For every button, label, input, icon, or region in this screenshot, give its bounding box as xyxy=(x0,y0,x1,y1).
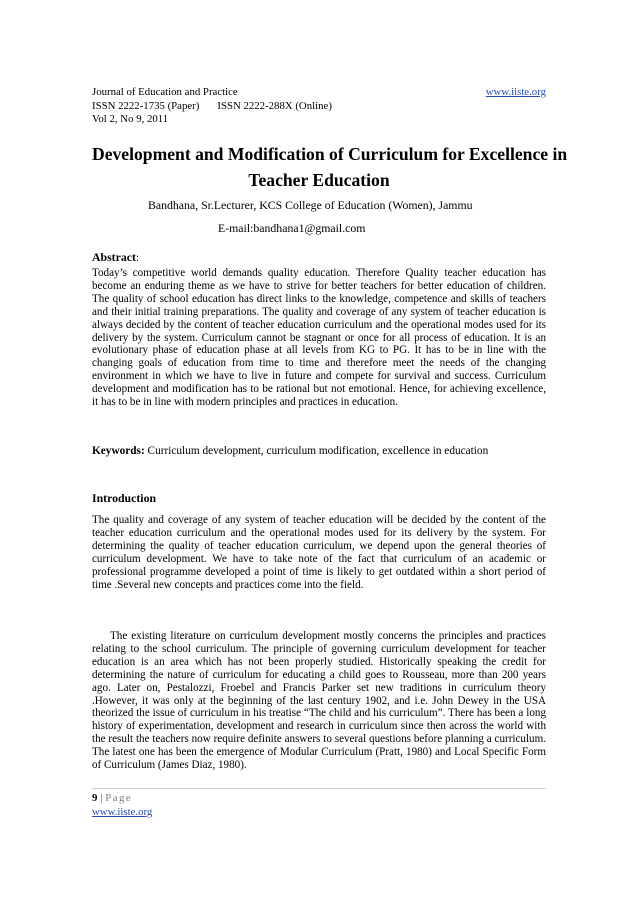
header-row-3 xyxy=(92,113,546,127)
title-line-2: Teacher Education xyxy=(248,170,390,190)
page-number: 9 xyxy=(92,792,98,804)
page-separator: | xyxy=(97,792,106,804)
abstract-heading-colon: : xyxy=(135,250,140,264)
journal-website-link[interactable]: www.iiste.org xyxy=(485,86,546,98)
footer-website-link[interactable]: www.iiste.org xyxy=(92,805,153,818)
keywords-label: Keywords: xyxy=(92,445,145,457)
issn-online: ISSN 2222-288X (Online) xyxy=(217,99,332,112)
keywords-text: Curriculum development, curriculum modification, excellence in education xyxy=(144,445,489,457)
keywords-line xyxy=(92,445,546,458)
footer-divider xyxy=(92,788,546,789)
title-line-1: Development and Modification of Curriculum for Excellence in xyxy=(92,144,568,164)
paper-title xyxy=(92,141,568,193)
page-label: Page xyxy=(105,792,133,804)
header-row-1 xyxy=(92,86,546,100)
introduction-paragraph-1: The quality and coverage of any system of teacher education will be decided by the content of the teacher education curriculum and the operational modes used for its delivery by the system. For determining the quality of teacher education curriculum, we depend upon the general theories of curriculum development. We have to take note of the fact that curriculum of an academic or professional programme developed a point of time is likely to get outdated within a short period of time .Several new concepts and practices come into the field. xyxy=(92,514,546,591)
author-email: E-mail:bandhana1@gmail.com xyxy=(218,221,366,235)
author-block xyxy=(92,199,546,235)
abstract-heading-text: Abstract xyxy=(92,250,136,264)
issn-paper: ISSN 2222-1735 (Paper) xyxy=(92,99,200,112)
running-header xyxy=(92,86,546,127)
page-footer xyxy=(92,792,546,819)
page-number-line xyxy=(92,792,546,806)
author-affiliation: Bandhana, Sr.Lecturer, KCS College of Education (Women), Jammu xyxy=(148,198,473,212)
abstract-text: Today’s competitive world demands quality education. Therefore Quality teacher education has become an enduring theme as we have to strive for better teachers for better education of children. The quality of school education has direct links to the knowledge, competence and skills of teachers and their initial training preparations. The quality and coverage of any system of teacher education is always decided by the content of teacher education curriculum and the operational modes used for its delivery by the system. Curriculum cannot be stagnant or once for all process of education. It is an evolutionary phase of education phase at all levels from KG to PG. It has to be in line with the changing goals of education from time to time and therefore meet the needs of the changing environment in which we have to live in future and compete for survival and success. Curriculum development and modification has to be rational but not emotional. Hence, for achieving excellence, it has to be in line with modern principles and practices in education. xyxy=(92,267,546,409)
introduction-heading: Introduction xyxy=(92,491,157,505)
volume-issue: Vol 2, No 9, 2011 xyxy=(92,113,169,126)
journal-name: Journal of Education and Practice xyxy=(92,86,238,98)
introduction-paragraph-2: The existing literature on curriculum development mostly concerns the principles and practices relating to the school curriculum. The principle of governing curriculum development for teacher education is an area which has not been properly studied. Historically speaking the credit for determining the nature of curriculum for educating a child goes to Rousseau, more than 200 years ago. Later on, Pestalozzi, Froebel and Francis Parker set new traditions in curriculum theory .However, it was only at the beginning of the last century 1902, and i.e. John Dewey in the USA theorized the issue of curriculum in his treatise “The child and his curriculum”. There has been a long history of experimentation, development and research in curriculum since then across the world with the result the teachers now require definite answers to several questions before planning a curriculum. The latest one has been the emergence of Modular Curriculum (Pratt, 1980) and Local Specific Form of Curriculum (James Diaz, 1980). xyxy=(92,630,546,772)
abstract-heading xyxy=(92,250,546,265)
header-row-2 xyxy=(92,100,546,114)
